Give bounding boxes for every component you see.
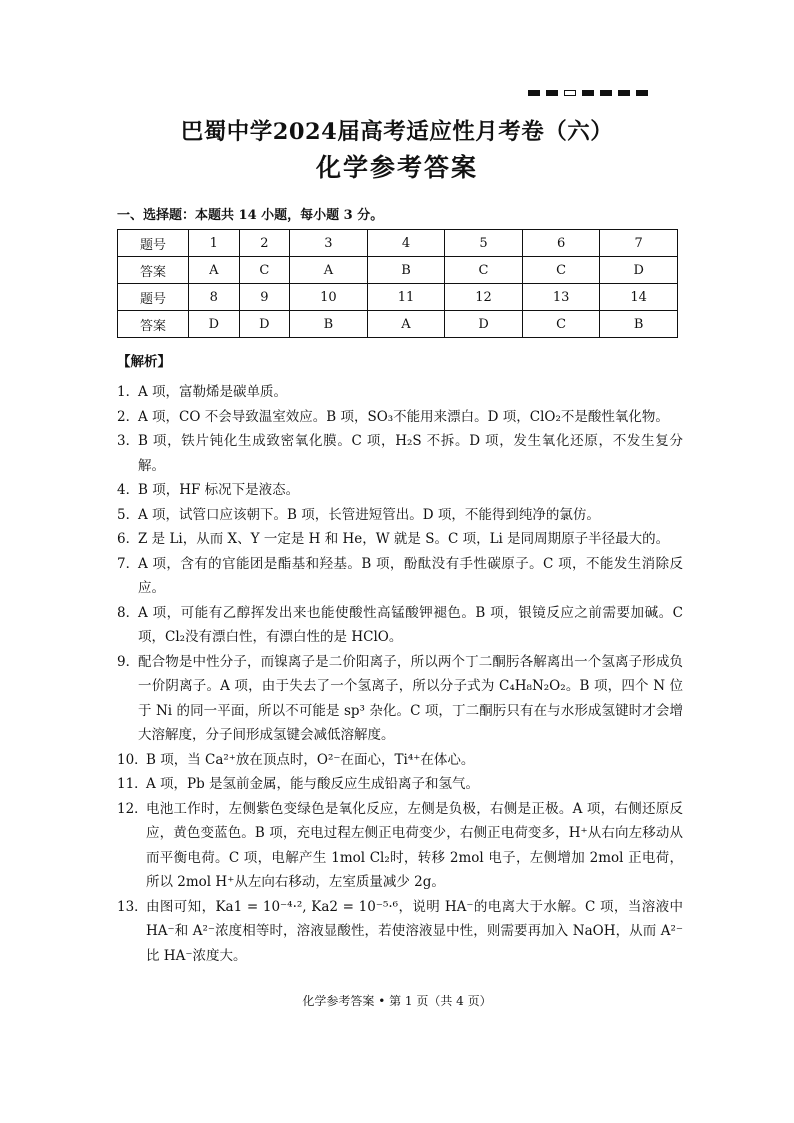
item-text: 配合物是中性分子，而镍离子是二价阳离子，所以两个丁二酮肟各解离出一个氢离子形成负一价阴离子。A 项，由于失去了一个氢离子，所以分子式为 C₄H₈N₂O₂。B 项，四个 N 位于 Ni 的同一平面，所以不可能是 sp³ 杂化。C 项，丁二酮肟只有在与水形成氢键时才会增大溶解度，分子间形成氢键会减低溶解度。 xyxy=(138,653,683,743)
item-number: 2． xyxy=(117,408,140,425)
mark-square xyxy=(582,90,594,96)
list-item xyxy=(117,895,683,969)
table-row xyxy=(118,257,678,284)
item-number: 3． xyxy=(117,433,140,449)
list-item xyxy=(117,797,683,895)
list-item xyxy=(117,650,683,748)
table-cell: 4 xyxy=(367,230,445,257)
item-number: 9． xyxy=(117,653,140,670)
table-cell: 答案 xyxy=(118,257,189,284)
list-item xyxy=(117,380,683,405)
item-text: 电池工作时，左侧紫色变绿色是氧化反应，左侧是负极，右侧是正极。A 项，右侧还原反应，黄色变蓝色。B 项，充电过程左侧正电荷变少，右侧正电荷变多，H⁺从右向左移动从而平衡电荷。C 项，电解产生 1mol Cl₂时，转移 2mol 电子，左侧增加 2mol 正电荷，所以 2mol H⁺从左向右移动，左室质量减少 2g。 xyxy=(146,800,683,890)
analysis-heading: 【解析】 xyxy=(117,354,171,370)
table-cell: 5 xyxy=(445,230,523,257)
item-number: 12． xyxy=(117,800,148,817)
item-text: A 项，含有的官能团是酯基和羟基。B 项，酚酞没有手性碳原子。C 项，不能发生消除反应。 xyxy=(138,555,683,596)
list-item xyxy=(117,748,683,773)
item-text: A 项，试管口应该朝下。B 项，长管进短管出。D 项，不能得到纯净的氯仿。 xyxy=(138,506,600,523)
list-item xyxy=(117,552,683,601)
mark-square xyxy=(546,90,558,96)
table-cell: 11 xyxy=(367,284,445,311)
table-cell: B xyxy=(290,311,368,338)
item-number: 7． xyxy=(117,555,140,572)
table-cell: 2 xyxy=(239,230,290,257)
item-number: 11． xyxy=(117,776,148,792)
table-cell: D xyxy=(600,257,678,284)
table-cell: 答案 xyxy=(118,311,189,338)
item-text: 由图可知，Ka1 = 10⁻⁴·², Ka2 = 10⁻⁵·⁶，说明 HA⁻的电离大于水解。C 项，当溶液中 HA⁻和 A²⁻浓度相等时，溶液显酸性，若使溶液显中性，则需要再加入 NaOH，从而 A²⁻比 HA⁻浓度大。 xyxy=(146,898,683,964)
list-item xyxy=(117,503,683,528)
item-text: A 项，CO 不会导致温室效应。B 项，SO₃不能用来漂白。D 项，ClO₂不是酸性氧化物。 xyxy=(138,408,669,425)
table-cell: 7 xyxy=(600,230,678,257)
list-item xyxy=(117,429,683,478)
table-cell: 12 xyxy=(445,284,523,311)
table-cell: 1 xyxy=(189,230,240,257)
item-number: 10． xyxy=(117,751,148,768)
item-number: 5． xyxy=(117,506,140,523)
list-item xyxy=(117,478,683,503)
table-cell: 13 xyxy=(522,284,600,311)
analysis-list xyxy=(117,380,683,968)
table-cell: A xyxy=(189,257,240,284)
list-item xyxy=(117,601,683,650)
mark-square xyxy=(600,90,612,96)
table-cell: D xyxy=(189,311,240,338)
table-cell: A xyxy=(367,311,445,338)
table-row xyxy=(118,284,678,311)
item-text: A 项，富勒烯是碳单质。 xyxy=(138,384,288,400)
table-cell: C xyxy=(239,257,290,284)
table-cell: 9 xyxy=(239,284,290,311)
header-marks xyxy=(528,90,648,96)
table-cell: C xyxy=(522,311,600,338)
mark-square xyxy=(618,90,630,96)
item-text: B 项，当 Ca²⁺放在顶点时，O²⁻在面心，Ti⁴⁺在体心。 xyxy=(146,751,475,768)
mark-square-hollow xyxy=(564,90,576,96)
mark-square xyxy=(528,90,540,96)
item-text: Z 是 Li，从而 X、Y 一定是 H 和 He，W 就是 S。C 项，Li 是同周期原子半径最大的。 xyxy=(138,531,670,547)
table-cell: 10 xyxy=(290,284,368,311)
item-number: 1． xyxy=(117,384,140,400)
table-cell: C xyxy=(445,257,523,284)
answer-table xyxy=(117,229,678,338)
table-row xyxy=(118,230,678,257)
item-text: A 项，可能有乙醇挥发出来也能使酸性高锰酸钾褪色。B 项，银镜反应之前需要加碱。C 项，Cl₂没有漂白性，有漂白性的是 HClO。 xyxy=(138,604,683,645)
table-cell: 3 xyxy=(290,230,368,257)
table-cell: C xyxy=(522,257,600,284)
table-cell: B xyxy=(367,257,445,284)
item-text: A 项，Pb 是氢前金属，能与酸反应生成铅离子和氢气。 xyxy=(146,776,480,792)
item-number: 13． xyxy=(117,898,148,915)
table-cell: D xyxy=(445,311,523,338)
mark-square xyxy=(636,90,648,96)
item-text: B 项，铁片钝化生成致密氧化膜。C 项，H₂S 不拆。D 项，发生氧化还原，不发生复分解。 xyxy=(138,433,683,474)
list-item xyxy=(117,405,683,430)
table-row xyxy=(118,311,678,338)
item-number: 4． xyxy=(117,482,140,498)
section-heading: 一、选择题：本题共 14 小题，每小题 3 分。 xyxy=(117,208,384,223)
table-cell: 8 xyxy=(189,284,240,311)
table-cell: A xyxy=(290,257,368,284)
table-cell: B xyxy=(600,311,678,338)
table-cell: 14 xyxy=(600,284,678,311)
table-cell: 6 xyxy=(522,230,600,257)
page-subtitle: 化学参考答案 xyxy=(315,153,478,182)
item-number: 6． xyxy=(117,531,140,547)
table-cell: 题号 xyxy=(118,284,189,311)
page-title: 巴蜀中学2024届高考适应性月考卷（六） xyxy=(180,119,614,145)
list-item xyxy=(117,527,683,552)
item-number: 8． xyxy=(117,604,140,621)
table-cell: 题号 xyxy=(118,230,189,257)
list-item xyxy=(117,772,683,797)
table-cell: D xyxy=(239,311,290,338)
page-footer: 化学参考答案 • 第 1 页（共 4 页） xyxy=(302,994,492,1008)
item-text: B 项，HF 标况下是液态。 xyxy=(138,482,300,498)
